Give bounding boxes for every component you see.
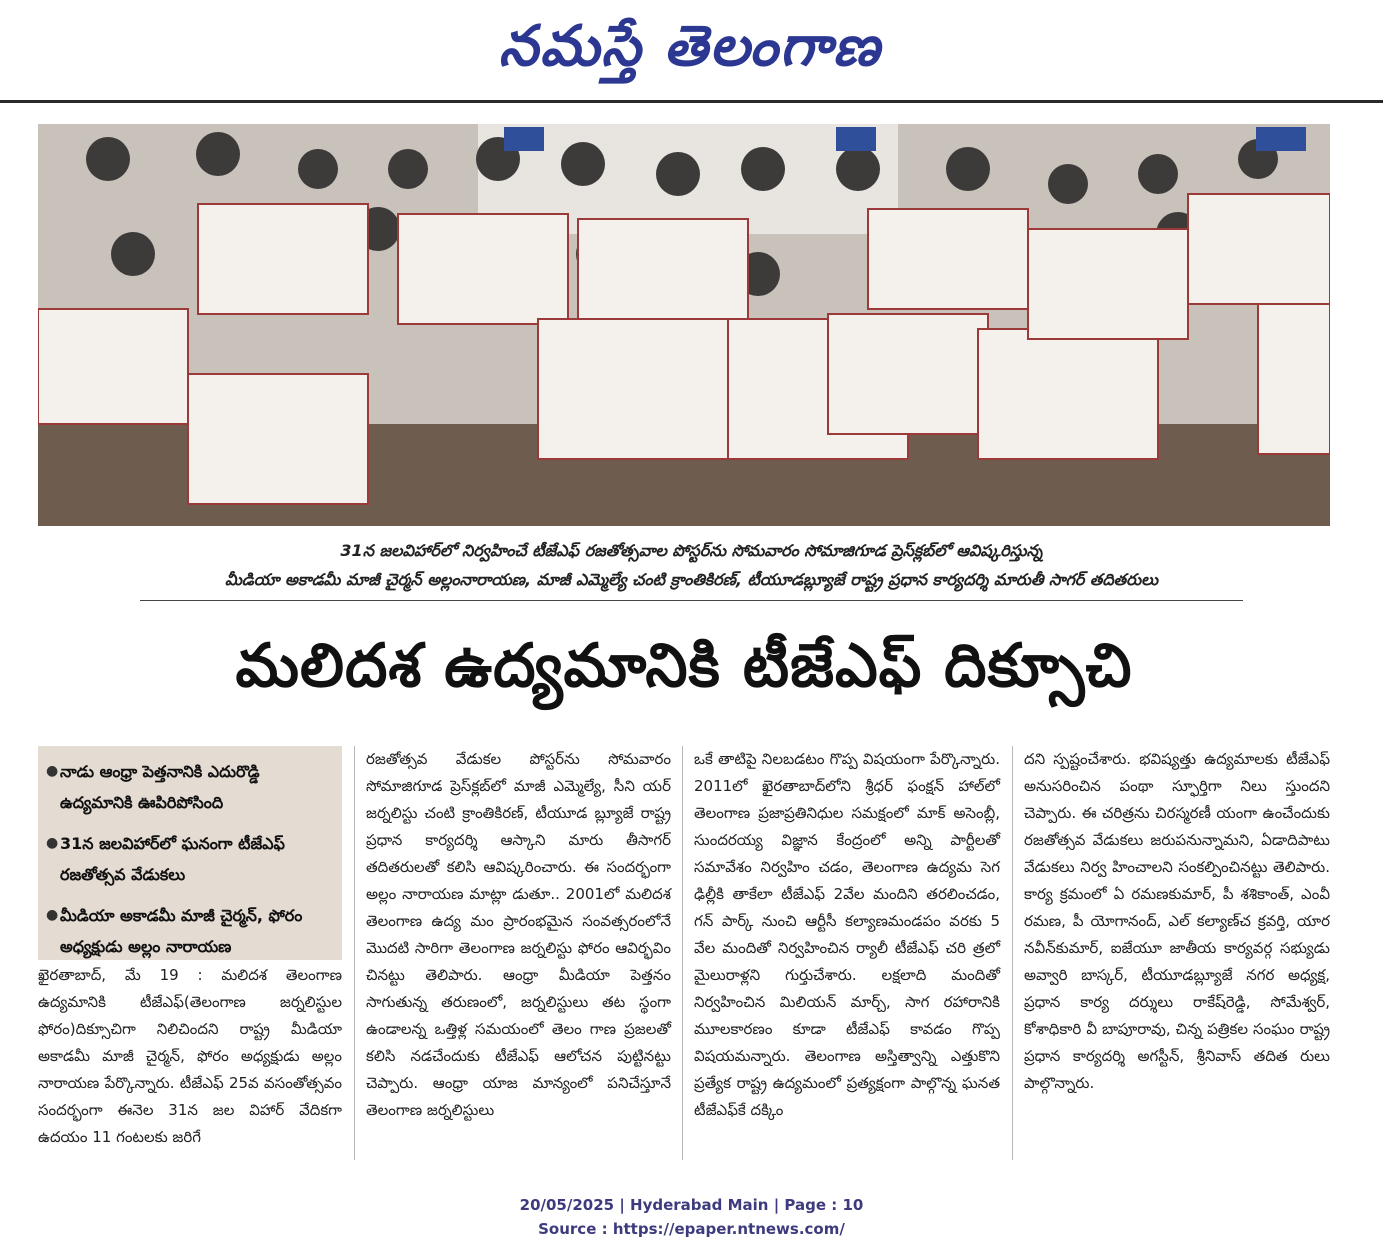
bullet-icon: ● [46, 907, 59, 923]
highlight-item [46, 828, 334, 890]
edition-info: 20/05/2025 | Hyderabad Main | Page : 10 [519, 1196, 864, 1214]
article-paragraph: ఒకే తాటిపై నిలబడటం గొప్ప విషయంగా పేర్కొన్నారు. 2011లో ఖైరతాబాద్‌లోని శ్రీధర్ ఫంక్షన్ హాల్‌లో తెలంగాణ ప్రజాప్రతినిధుల సమక్షంలో మాక్ అసెంబ్లీ, సుందరయ్య విజ్ఞాన కేంద్రంలో అన్ని పార్టీలతో సమావేశం నిర్వహిం చడం, తెలంగాణ ఉద్యమ సెగ ఢిల్లీకి తాకేలా టీజేఎఫ్ 2వేల మందిని తరలించడం, గన్ పార్క్ నుంచి ఆర్టీసీ కల్యాణమండపం వరకు 5 వేల మందితో నిర్వహించిన ర్యాలీ టీజేఎఫ్ చరి త్రలో మైలురాళ్లని గుర్తుచేశారు. లక్షలాది మందితో నిర్వహించిన మిలియన్ మార్చ్, సాగ రహారానికి మూలకారణం కూడా టీజేఎఫ్ కావడం గొప్ప విషయమన్నారు. తెలంగాణ అస్తిత్వాన్ని ఎత్తుకొని ప్రత్యేక రాష్ట్ర ఉద్యమంలో ప్రత్యక్షంగా పాల్గొన్న ఘనత టీజేఎఫ్‌కే దక్కిం [694, 750, 1000, 1119]
article-headline: మలిదశ ఉద్యమానికి టీజేఎఫ్ దిక్సూచి [235, 631, 1133, 701]
highlights-box [38, 746, 342, 960]
article-column-3 [694, 746, 1000, 1124]
highlight-text: నాడు ఆంధ్రా పెత్తనానికి ఎదురొడ్డి ఉద్యమానికి ఊపిరిపోసింది [60, 762, 260, 812]
highlight-text: మీడియా అకాడమీ మాజీ చైర్మన్, ఫోరం అధ్యక్షుడు అల్లం నారాయణ [60, 906, 303, 956]
column-divider [1012, 746, 1013, 1160]
bullet-icon: ● [46, 763, 59, 779]
photo-caption [140, 536, 1243, 594]
masthead [0, 0, 1383, 104]
article-paragraph: రజతోత్సవ వేడుకల పోస్టర్‌ను సోమవారం సోమాజిగూడ ప్రెస్‌క్లబ్‌లో మాజీ ఎమ్మెల్యే, సీని యర్ జర్నలిస్టు చంటి క్రాంతికిరణ్, టీయూడ బ్ల్యూజే రాష్ట్ర ప్రధాన కార్యదర్శి ఆస్కాని మారు తీసాగర్ తదితరులతో కలిసి ఆవిష్కరించారు. ఈ సందర్భంగా అల్లం నారాయణ మాట్లా డుతూ.. 2001లో మలిదశ తెలంగాణ ఉద్య మం ప్రారంభమైన సంవత్సరంలోనే మొదటి సారిగా తెలంగాణ జర్నలిస్టు ఫోరం ఆవిర్భవిం చినట్టు తెలిపారు. ఆంధ్రా మీడియా పెత్తనం సాగుతున్న తరుణంలో, జర్నలిస్టులు తట స్థంగా ఉండాలన్న ఒత్తిళ్ల సమయంలో తెలం గాణ ప్రజలతో కలిసి నడచేందుకు టీజేఎఫ్ ఆలోచన పుట్టినట్టు చెప్పారు. ఆంధ్రా యాజ మాన్యంలో పనిచేస్తూనే తెలంగాణ జర్నలిస్టులు [366, 750, 671, 1119]
newspaper-title: నమస్తే తెలంగాణ [498, 13, 882, 79]
group-photo-illustration [38, 124, 1330, 526]
article-paragraph: దని స్పష్టంచేశారు. భవిష్యత్తు ఉద్యమాలకు టీజేఎఫ్ అనుసరించిన పంథా స్ఫూర్తిగా నిలు స్తుందని చెప్పారు. ఈ చరిత్రను చిరస్మరణీ యంగా ఉంచేందుకు రజతోత్సవ వేడుకలు జరుపనున్నామని, ఏడాదిపాటు వేడుకలు నిర్వ హించాలని సంకల్పించినట్టు తెలిపారు. కార్య క్రమంలో ఏ రమణకుమార్, పీ శశికాంత్, ఎంవీ రమణ, పీ యోగానంద్, ఎల్ కల్యాణ్‌చ క్రవర్తి, యార నవీన్‌కుమార్, ఐజేయూ జాతీయ కార్యవర్గ సభ్యుడు అవ్వారి బాస్కర్, టీయూడబ్ల్యూజే నగర అధ్యక్ష, ప్రధాన కార్య దర్శులు రాకేష్‌రెడ్డి, సోమేశ్వర్, కోశాధికారి వీ బాపూరావు, చిన్న పత్రికల సంఘం రాష్ట్ర ప్రధాన కార్యదర్శి అగస్టీన్, శ్రీనివాస్ తదిత రులు పాల్గొన్నారు. [1024, 750, 1330, 1092]
article-column-1 [38, 962, 342, 1151]
source-link[interactable]: Source : https://epaper.ntnews.com/ [538, 1220, 845, 1238]
article-paragraph: ఖైరతాబాద్, మే 19 : మలిదశ తెలంగాణ ఉద్యమానికి టీజేఎఫ్(తెలంగాణ జర్నలిస్టుల ఫోరం)దిక్సూచిగా నిలిచిందని రాష్ట్ర మీడియా అకాడమీ మాజీ చైర్మన్, ఫోరం అధ్యక్షుడు అల్లం నారాయణ పేర్కొన్నారు. టీజేఎఫ్ 25వ వసంతోత్సవం సందర్భంగా ఈనెల 31న జల విహార్ వేదికగా ఉదయం 11 గంటలకు జరిగే [38, 966, 342, 1146]
column-divider [682, 746, 683, 1160]
highlight-text: 31న జలవిహార్‌లో ఘనంగా టీజేఎఫ్ రజతోత్సవ వేడుకలు [60, 834, 285, 884]
article-column-4 [1024, 746, 1330, 1097]
bullet-icon: ● [46, 835, 59, 851]
article-column-2 [366, 746, 671, 1124]
highlight-item [46, 900, 334, 962]
news-photo [38, 124, 1330, 526]
column-divider [354, 746, 355, 1160]
caption-divider [140, 600, 1243, 601]
photo-caption-line-2: మీడియా అకాడమీ మాజీ చైర్మన్ అల్లంనారాయణ, మాజీ ఎమ్మెల్యే చంటి క్రాంతికిరణ్, టీయూడబ్ల్యూజే రాష్ట్ర ప్రధాన కార్యదర్శి మారుతీ సాగర్ తదితరులు [224, 570, 1159, 589]
photo-caption-line-1: 31న జలవిహార్‌లో నిర్వహించే టీజేఎఫ్ రజతోత్సవాల పోస్టర్‌ను సోమవారం సోమాజిగూడ ప్రెస్‌క్లబ్‌లో ఆవిష్కరిస్తున్న [340, 541, 1043, 560]
highlight-item [46, 756, 334, 818]
masthead-divider [0, 100, 1383, 103]
